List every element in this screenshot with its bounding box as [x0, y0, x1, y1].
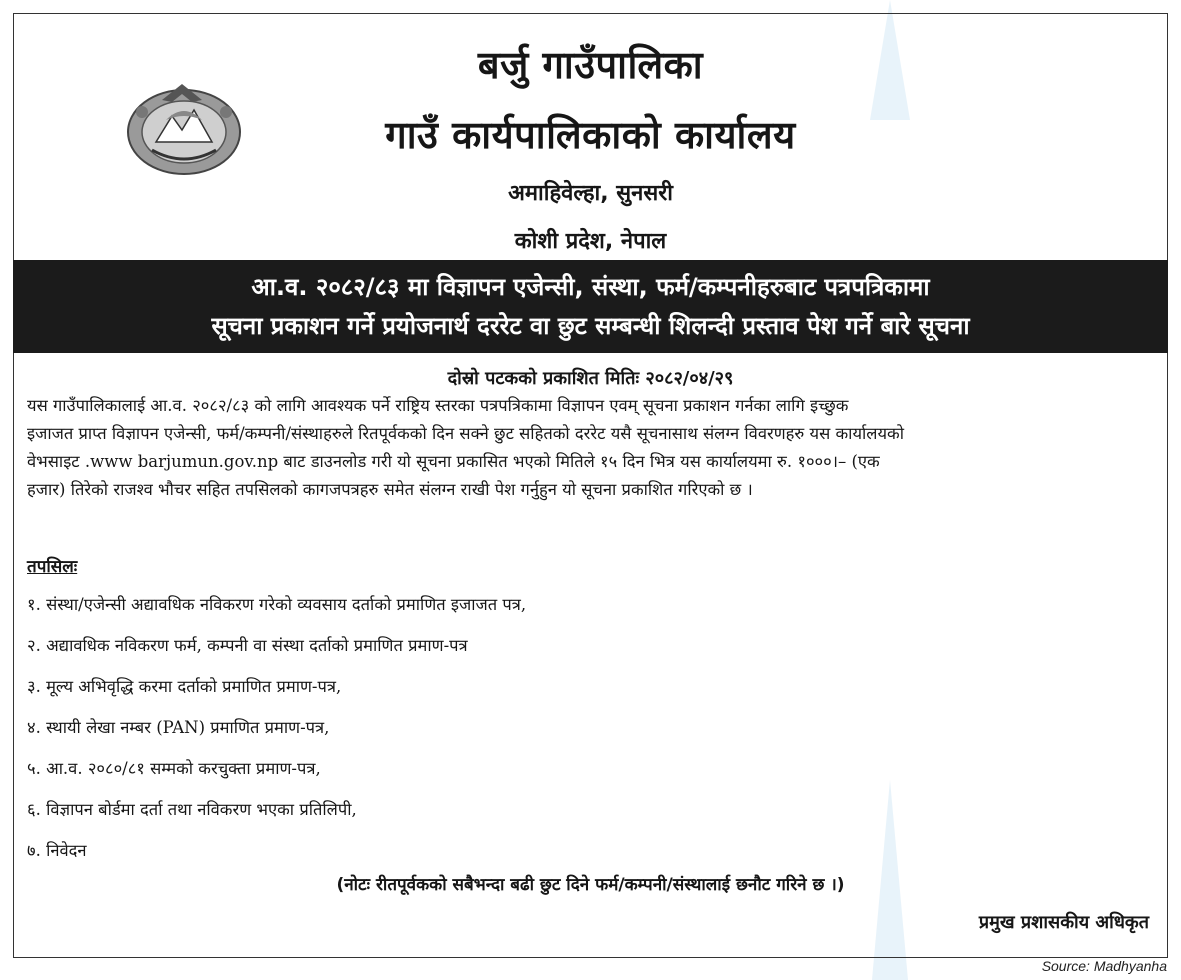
body-line: यस गाउँपालिकालाई आ.व. २०८२/८३ को लागि आवश्यक पर्ने राष्ट्रिय स्तरका पत्रपत्रिकामा विज्ञापन एवम् सूचना प्रकाशन गर्नका लागि इच्छुक	[27, 396, 849, 415]
list-item: ५. आ.व. २०८०/८१ सम्मको करचुक्ता प्रमाण-पत्र,	[27, 759, 321, 778]
notice-body	[27, 392, 1155, 504]
body-line: वेभसाइट .www barjumun.gov.np बाट डाउनलोड गरी यो सूचना प्रकासित भएको मितिले १५ दिन भित्र यस कार्यालयमा रु. १०००।– (एक	[27, 452, 880, 471]
notice-title-band	[13, 260, 1168, 353]
list-item: ३. मूल्य अभिवृद्धि करमा दर्ताको प्रमाणित प्रमाण-पत्र,	[27, 677, 342, 696]
publication-date: दोस्रो पटकको प्रकाशित मितिः २०८२/०४/२९	[447, 368, 734, 389]
municipality-name: बर्जु गाउँपालिका	[477, 43, 704, 87]
selection-note: (नोटः रीतपूर्वकको सबैभन्दा बढी छुट दिने फर्म/कम्पनी/संस्थालाई छनौट गरिने छ ।)	[336, 875, 845, 895]
notice-title-line-2: सूचना प्रकाशन गर्ने प्रयोजनार्थ दररेट वा छुट सम्बन्धी शिलन्दी प्रस्ताव पेश गर्ने बारे सूचना	[211, 312, 970, 340]
list-item: ४. स्थायी लेखा नम्बर (PAN) प्रमाणित प्रमाण-पत्र,	[27, 718, 330, 737]
office-name: गाउँ कार्यपालिकाको कार्यालय	[385, 113, 796, 157]
list-item: ६. विज्ञापन बोर्डमा दर्ता तथा नविकरण भएका प्रतिलिपी,	[27, 800, 357, 819]
source-credit: Source: Madhyanha	[1041, 958, 1167, 974]
list-item: १. संस्था/एजेन्सी अद्यावधिक नविकरण गरेको व्यवसाय दर्ताको प्रमाणित इजाजत पत्र,	[27, 595, 527, 614]
tapasil-heading: तपसिलः	[27, 557, 78, 577]
signatory: प्रमुख प्रशासकीय अधिकृत	[978, 912, 1149, 933]
province-country: कोशी प्रदेश, नेपाल	[514, 229, 667, 254]
body-line: हजार) तिरेको राजश्व भौचर सहित तपसिलको कागजपत्रहरु समेत संलग्न राखी पेश गर्नुहुन यो सूचना प्रकाशित गरिएको छ ।	[27, 480, 753, 499]
list-item: २. अद्यावधिक नविकरण फर्म, कम्पनी वा संस्था दर्ताको प्रमाणित प्रमाण-पत्र	[27, 636, 468, 655]
notice-title-line-1: आ.व. २०८२/८३ मा विज्ञापन एजेन्सी, संस्था, फर्म/कम्पनीहरुबाट पत्रपत्रिकामा	[251, 273, 930, 301]
list-item: ७. निवेदन	[27, 841, 87, 860]
office-location: अमाहिवेल्हा, सुनसरी	[508, 181, 673, 206]
body-line: इजाजत प्राप्त विज्ञापन एजेन्सी, फर्म/कम्पनी/संस्थाहरुले रितपूर्वकको दिन सक्ने छुट सहितको दररेट यसै सूचनासाथ संलग्न विवरणहरु यस कार्यालयको	[27, 424, 905, 443]
